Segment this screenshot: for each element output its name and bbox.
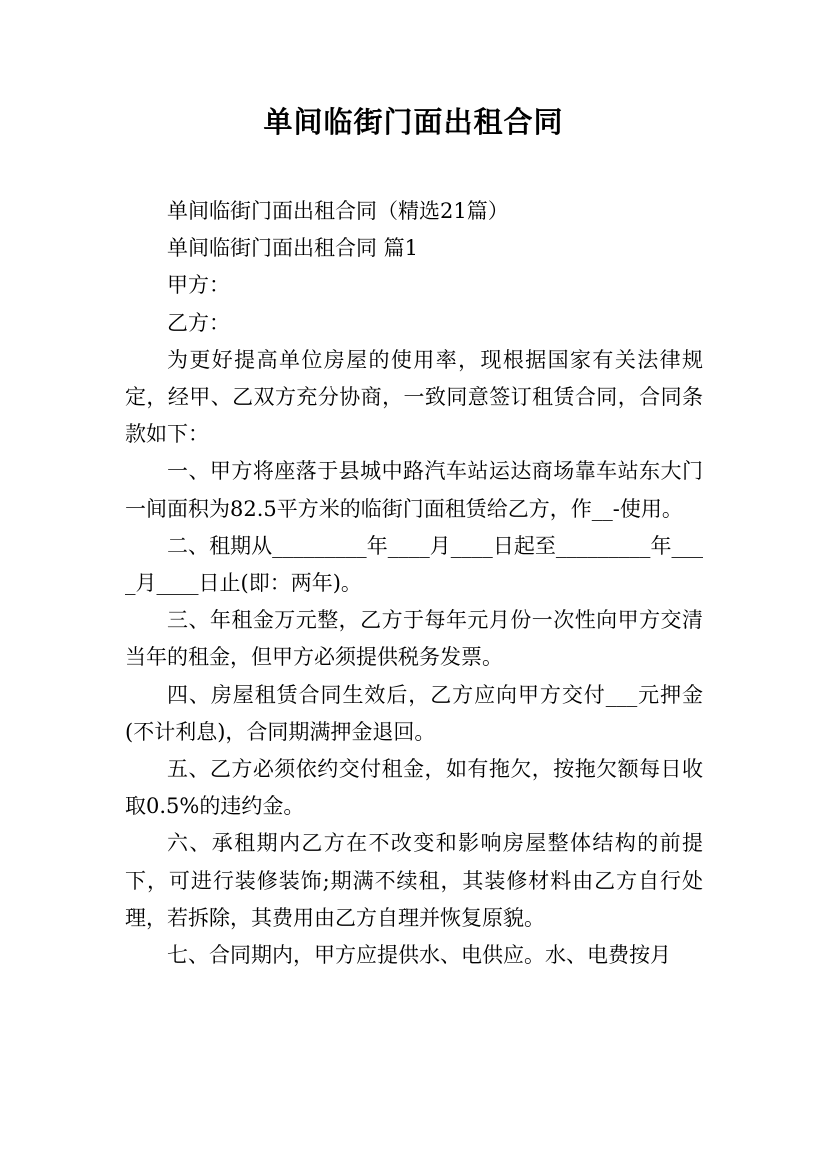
paragraph-clause-7: 七、合同期内，甲方应提供水、电供应。水、电费按月 <box>167 943 671 968</box>
paragraph-clause-3: 三、年租金万元整，乙方于每年元月份一次性向甲方交清当年的租金，但甲方必须提供税务发票。 <box>125 608 703 670</box>
paragraph-preamble: 为更好提高单位房屋的使用率，现根据国家有关法律规定，经甲、乙双方充分协商，一致同意签订租赁合同，合同条款如下： <box>125 347 703 447</box>
paragraph-party-b: 乙方： <box>167 310 230 335</box>
paragraph-clause-4: 四、房屋租赁合同生效后，乙方应向甲方交付___元押金(不计利息)，合同期满押金退回。 <box>125 682 703 744</box>
document-body <box>125 193 703 974</box>
paragraph-clause-5: 五、乙方必须依约交付租金，如有拖欠，按拖欠额每日收取0.5%的违约金。 <box>125 757 703 819</box>
paragraph-clause-1: 一、甲方将座落于县城中路汽车站运达商场靠车站东大门一间面积为82.5平方米的临街门面租赁给乙方，作__-使用。 <box>125 459 703 521</box>
paragraph-clause-6: 六、承租期内乙方在不改变和影响房屋整体结构的前提下，可进行装修装饰;期满不续租，其装修材料由乙方自行处理，若拆除，其费用由乙方自理并恢复原貌。 <box>125 831 703 930</box>
paragraph-party-a: 甲方： <box>167 273 230 298</box>
paragraph-section-heading: 单间临街门面出租合同 篇1 <box>167 236 419 261</box>
paragraph-subtitle: 单间临街门面出租合同（精选21篇） <box>167 199 509 223</box>
paragraph-clause-2: 二、租期从_________年____月____日起至_________年____月____日止(即：两年)。 <box>125 533 703 596</box>
document-title: 单间临街门面出租合同 <box>263 105 564 139</box>
